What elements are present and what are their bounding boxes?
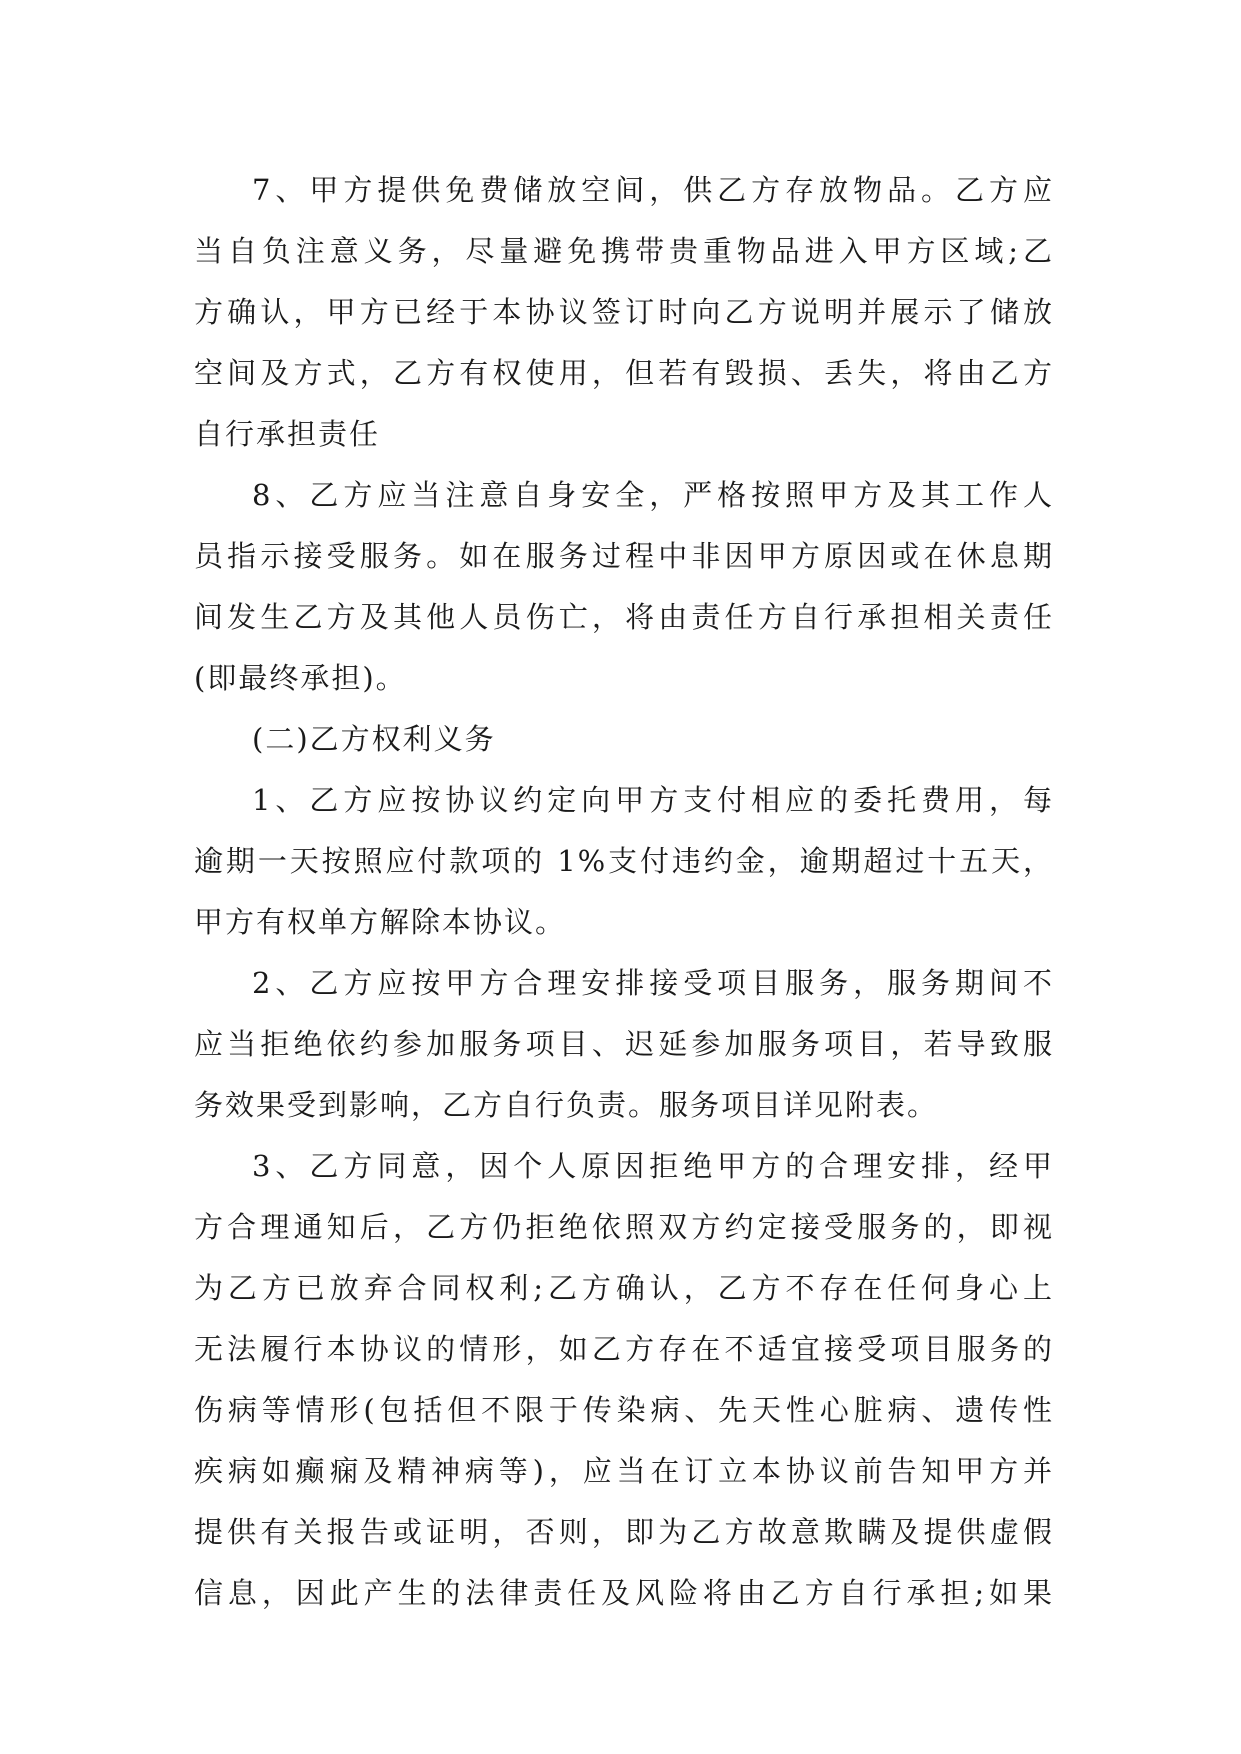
text-line: 自行承担责任 bbox=[194, 417, 381, 451]
text-line: 8、乙方应当注意自身安全，严格按照甲方及其工作人 bbox=[252, 478, 1054, 512]
text-line: 应当拒绝依约参加服务项目、迟延参加服务项目，若导致服 bbox=[194, 1027, 1054, 1061]
text-line: 间发生乙方及其他人员伤亡，将由责任方自行承担相关责任 bbox=[194, 600, 1054, 634]
text-line: 1、乙方应按协议约定向甲方支付相应的委托费用，每 bbox=[252, 783, 1054, 817]
paragraph-clause-7 bbox=[194, 160, 1054, 465]
text-line: 7、甲方提供免费储放空间，供乙方存放物品。乙方应 bbox=[252, 173, 1054, 207]
text-line: (即最终承担)。 bbox=[194, 661, 407, 695]
text-line: 提供有关报告或证明，否则，即为乙方故意欺瞒及提供虚假 bbox=[194, 1515, 1054, 1549]
section-heading bbox=[194, 709, 1054, 770]
text-line: 3、乙方同意，因个人原因拒绝甲方的合理安排，经甲 bbox=[252, 1149, 1054, 1183]
text-line: 空间及方式，乙方有权使用，但若有毁损、丢失，将由乙方 bbox=[194, 356, 1054, 390]
paragraph-clause-3 bbox=[194, 1136, 1054, 1624]
text-line: 员指示接受服务。如在服务过程中非因甲方原因或在休息期 bbox=[194, 539, 1054, 573]
text-line: 甲方有权单方解除本协议。 bbox=[194, 905, 567, 939]
paragraph-clause-1 bbox=[194, 770, 1054, 953]
text-line: 当自负注意义务，尽量避免携带贵重物品进入甲方区域;乙 bbox=[194, 234, 1054, 268]
text-line: 逾期一天按照应付款项的 1%支付违约金，逾期超过十五天， bbox=[194, 844, 1054, 878]
paragraph-clause-2 bbox=[194, 953, 1054, 1136]
text-line: 无法履行本协议的情形，如乙方存在不适宜接受项目服务的 bbox=[194, 1332, 1054, 1366]
text-line: 为乙方已放弃合同权利;乙方确认，乙方不存在任何身心上 bbox=[194, 1271, 1054, 1305]
text-line: 信息，因此产生的法律责任及风险将由乙方自行承担;如果 bbox=[194, 1576, 1054, 1610]
text-line: 方合理通知后，乙方仍拒绝依照双方约定接受服务的，即视 bbox=[194, 1210, 1054, 1244]
text-line: 2、乙方应按甲方合理安排接受项目服务，服务期间不 bbox=[252, 966, 1054, 1000]
text-line: 伤病等情形(包括但不限于传染病、先天性心脏病、遗传性 bbox=[194, 1393, 1054, 1427]
text-line: 方确认，甲方已经于本协议签订时向乙方说明并展示了储放 bbox=[194, 295, 1054, 329]
text-line: 疾病如癫痫及精神病等)，应当在订立本协议前告知甲方并 bbox=[194, 1454, 1054, 1488]
paragraph-clause-8 bbox=[194, 465, 1054, 709]
section-heading-text: (二)乙方权利义务 bbox=[252, 722, 496, 756]
document-body bbox=[194, 160, 1054, 1624]
text-line: 务效果受到影响，乙方自行负责。服务项目详见附表。 bbox=[194, 1088, 939, 1122]
